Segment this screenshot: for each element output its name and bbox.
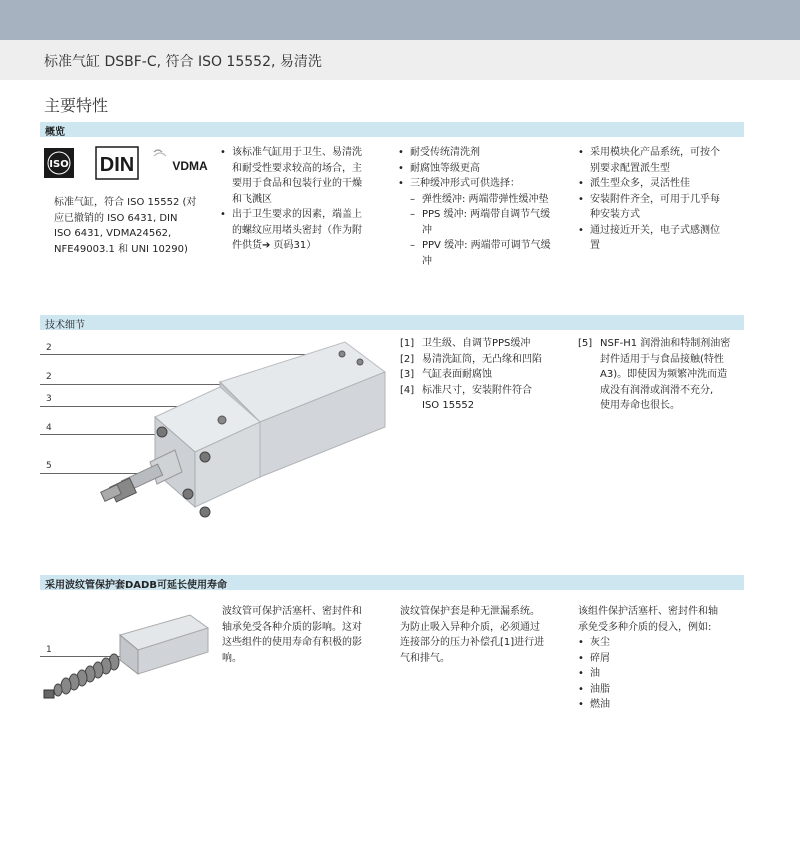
intro-line: 应已撤销的 ISO 6431, DIN — [54, 212, 178, 224]
overview-col2 — [220, 145, 390, 254]
sub-list-item: – PPV 缓冲: 两端带可调节气缓 冲 — [410, 238, 568, 269]
callout-label: 2 — [46, 343, 52, 353]
iso-logo-text: ISO — [49, 159, 69, 170]
list-item: • 灰尘 — [578, 635, 753, 651]
din-logo — [95, 146, 139, 184]
overview-band-title: 概览 — [45, 127, 65, 138]
callout-label: 5 — [46, 461, 52, 471]
list-item: • 油 — [578, 666, 753, 682]
list-item: • 油脂 — [578, 682, 753, 698]
list-item: • 安装附件齐全，可用于几乎每 种安装方式 — [578, 192, 748, 223]
overview-col4 — [578, 145, 748, 254]
intro-line: 标准气缸，符合 ISO 15552 (对 — [54, 197, 197, 208]
list-item: • 燃油 — [578, 697, 753, 713]
cylinder-illustration — [100, 332, 400, 532]
top-banner — [0, 0, 800, 40]
bellows-band-title: 采用波纹管保护套DADB可延长使用寿命 — [45, 580, 227, 591]
list-item: • 该标准气缸用于卫生、易清洗 和耐受性要求较高的场合，主 要用于食品和包装行业的干燥 和飞溅区 — [220, 145, 390, 207]
overview-intro — [54, 195, 196, 257]
list-item: • 采用模块化产品系统，可按个 别要求配置派生型 — [578, 145, 748, 176]
bellows-col4: 该组件保护活塞杆、密封件和轴 承免受多种介质的侵入，例如: • 灰尘 • 碎屑 • 油 • 油脂 • 燃油 — [578, 604, 753, 713]
list-item: • 派生型众多，灵活性佳 — [578, 176, 748, 192]
technical-band-title: 技术细节 — [45, 320, 85, 331]
list-item: [3] 气缸表面耐腐蚀 — [400, 369, 492, 380]
list-item: • 耐受传统清洗剂 — [398, 145, 568, 161]
sub-list-item: – PPS 缓冲: 两端带自调节气缓 冲 — [410, 207, 568, 238]
technical-list — [400, 336, 575, 414]
vdma-logo-text: VDMA — [172, 159, 208, 173]
bellows-col3: 波纹管保护套是种无泄漏系统。 为防止吸入异种介质，必须通过 连接部分的压力补偿孔[1]进行进 气和排气。 — [400, 606, 545, 664]
list-item: • 出于卫生要求的因素，端盖上 的螺纹应用堵头密封（作为附 件供货➔ 页码31） — [220, 207, 390, 254]
technical-list-5 — [578, 336, 753, 414]
list-item: [1] 卫生级、自调节PPS缓冲 — [400, 338, 531, 349]
document-title: 标准气缸 DSBF-C, 符合 ISO 15552, 易清洗 — [44, 54, 322, 70]
intro-line: NFE49003.1 和 UNI 10290) — [54, 243, 188, 255]
list-item: • 三种缓冲形式可供选择： – 弹性缓冲: 两端带弹性缓冲垫 – PPS 缓冲: 两端带自调节气缓 冲 – PPV 缓冲: 两端带可调节气缓 冲 — [398, 176, 568, 269]
list-item: • 耐腐蚀等级更高 — [398, 161, 568, 177]
bellows-illustration — [40, 610, 210, 705]
list-item: [5] NSF-H1 润滑油和特制剂油密 封件适用于与食品接触(特性 A3)。即使因为频繁冲洗而造 成没有润滑或润滑不充分, 使用寿命也很长。 — [578, 338, 731, 411]
intro-line: ISO 6431, VDMA24562, — [54, 228, 172, 239]
section-heading: 主要特性 — [44, 96, 109, 115]
overview-col3 — [398, 145, 568, 269]
list-item: [2] 易清洗缸筒，无凸缘和凹陷 — [400, 353, 542, 365]
callout-label: 3 — [46, 394, 52, 404]
list-item: • 通过接近开关，电子式感测位 置 — [578, 223, 748, 254]
vdma-logo — [152, 146, 212, 184]
technical-band — [40, 315, 744, 330]
callout-label: 1 — [46, 645, 52, 655]
callout-label: 4 — [46, 423, 52, 433]
iso-logo — [44, 148, 74, 178]
list-item: • 碎屑 — [578, 651, 753, 667]
overview-band — [40, 122, 744, 137]
list-item: [4] 标准尺寸，安装附件符合 ISO 15552 — [400, 384, 532, 411]
callout-label: 2 — [46, 372, 52, 382]
bellows-band — [40, 575, 744, 590]
document-header — [0, 40, 800, 80]
sub-list-item: – 弹性缓冲: 两端带弹性缓冲垫 — [410, 192, 568, 208]
din-logo-text: DIN — [99, 154, 135, 176]
bellows-col2: 波纹管可保护活塞杆、密封件和 轴承免受各种介质的影响。这对 这些组件的使用寿命有积极的影 响。 — [222, 606, 362, 664]
